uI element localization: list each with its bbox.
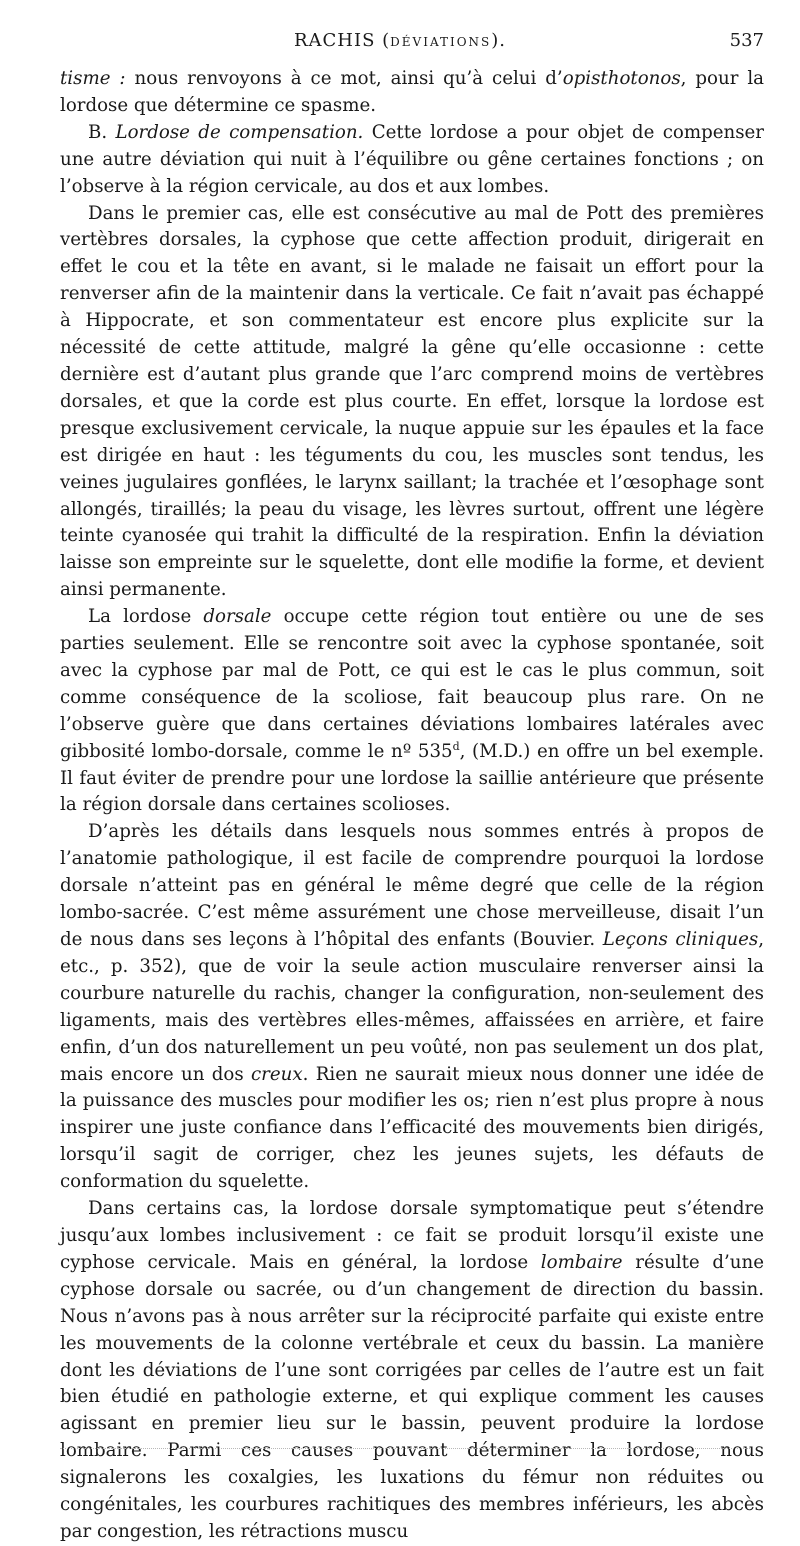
text-run: Dans certains cas, la lordose dorsale symptomatique peut s’étendre jusqu’aux lombes inclusivement : ce fait se produit lorsqu’il existe une cyphose cervicale. Mais en général, la lordose [60,1198,764,1273]
paragraph-3 [60,201,764,605]
title-open: ( [375,30,391,51]
text-run: résulte d’une cyphose dorsale ou sacrée, ou d’un changement de direction du bassin. Nous n’avons pas à nous arrêter sur la réciprocité parfaite qui existe entre les mouvements de la colonne vertébrale et ceux du bassin. La manière dont les déviations de l’une sont corrigées par celles de l’autre est un fait bien étudié en pathologie externe, et qui explique comment les causes agissant en premier lieu sur le bassin, peuvent produire la lordose lombaire. Parmi ces causes pouvant déterminer la lordose, nous signalerons les coxalgies, les luxations du fémur non réduites ou congénitales, les courbures rachitiques des membres inférieurs, les abcès par congestion, les rétractions muscu [60,1251,764,1542]
text-run: D’après les détails dans lesquels nous sommes entrés à propos de l’anatomie pathologique, il est facile de comprendre pourquoi la lordose dorsale n’atteint pas en général le même degré que celle de la région lombo-sacrée. C’est même assurément une chose merveilleuse, disait l’un de nous dans ses leçons à l’hôpital des enfants (Bouvier. [60,821,764,950]
text-run: , pour la lordose que détermine ce spasme. [60,68,764,116]
text-run: Dans le premier cas, elle est consécutive au mal de Pott des premières vertèbres dorsales, la cyphose que cette affection produit, dirigerait en effet le cou et la tête en avant, si le malade ne faisait un effort pour la renverser afin de la maintenir dans la verticale. Ce fait n’avait pas échappé à Hippocrate, et son commentateur est encore plus explicite sur la nécessité de cette attitude, malgré la gêne qu’elle occasionne : cette dernière est d’autant plus grande que l’arc comprend moins de vertèbres dorsales, et que la corde est plus courte. En effet, lorsque la lordose est presque exclusivement cervicale, la nuque appuie sur les épaules et la face est dirigée en haut : les téguments du cou, les muscles sont tendus, les veines jugulaires gonflées, le larynx saillant; la trachée et l’œsophage sont allongés, tiraillés; la peau du visage, les lèvres surtout, offrent une légère teinte cyanosée qui trahit la difficulté de la respiration. Enfin la déviation laisse son empreinte sur le squelette, dont elle modifie la forme, et devient ainsi permanente. [60,202,764,601]
text-run: La lordose [88,606,204,628]
superscript-text: d [452,739,460,753]
running-title [0,30,800,51]
text-run: , etc., p. 352), que de voir la seule action musculaire renverser ainsi la courbure naturelle du rachis, changer la configuration, non-seulement des ligaments, mais des vertèbres elles-mêmes, affaissées en arrière, et faire enfin, d’un dos naturellement un peu voûté, non pas seulement un dos plat, mais encore un dos [60,929,765,1085]
body-text [60,66,764,1546]
italic-text: tisme : [60,68,126,89]
text-run: occupe cette région tout entière ou une de ses parties seulement. Elle se rencontre soit avec la cyphose spontanée, soit avec la cyphose par mal de Pott, ce qui est le cas le plus commun, soit comme conséquence de la scoliose, fait beaucoup plus rare. On ne l’observe guère que dans certaines déviations lombaires latérales avec gibbosité lombo-dorsale, comme le nº 535 [60,606,764,762]
text-run: , (M.D.) en offre un bel exemple. Il faut éviter de prendre pour une lordose la saillie antérieure que présente la région dorsale dans certaines scolioses. [60,740,764,816]
italic-text: Leçons cliniques [602,929,759,950]
title-main: RACHIS [293,30,376,51]
paragraph-4 [60,604,764,819]
running-header [0,30,800,56]
italic-text: dorsale [203,606,272,628]
italic-text: Lordose de compensation. [115,121,364,143]
text-run: Cette lordose a pour objet de compenser une autre déviation qui nuit à l’équilibre ou gêne certaines fonctions ; on l’observe à la région cervicale, au dos et aux lombes. [60,121,764,197]
italic-text: lombaire [540,1251,623,1273]
italic-text: opisthotonos [562,68,681,89]
title-close: ). [491,30,507,51]
paragraph-1 [60,66,764,120]
italic-text: creux [251,1063,303,1085]
paragraph-6 [60,1196,764,1546]
text-run: . Rien ne saurait mieux nous donner une idée de la puissance des muscles pour modifier les os; rien n’est plus propre à nous inspirer une juste confiance dans l’efficacité des mouvements bien dirigés, lorsqu’il sagit de corriger, chez les jeunes sujets, les défauts de conformation du squelette. [60,1063,764,1193]
text-run: nous renvoyons à ce mot, ainsi qu’à celui d’ [125,68,563,89]
paragraph-2 [60,120,764,201]
title-small-caps: DÉVIATIONS [390,35,492,49]
page-number: 537 [729,30,764,51]
text-run: B. [88,121,116,143]
paragraph-5 [60,819,764,1196]
footer-rule [60,1448,750,1449]
